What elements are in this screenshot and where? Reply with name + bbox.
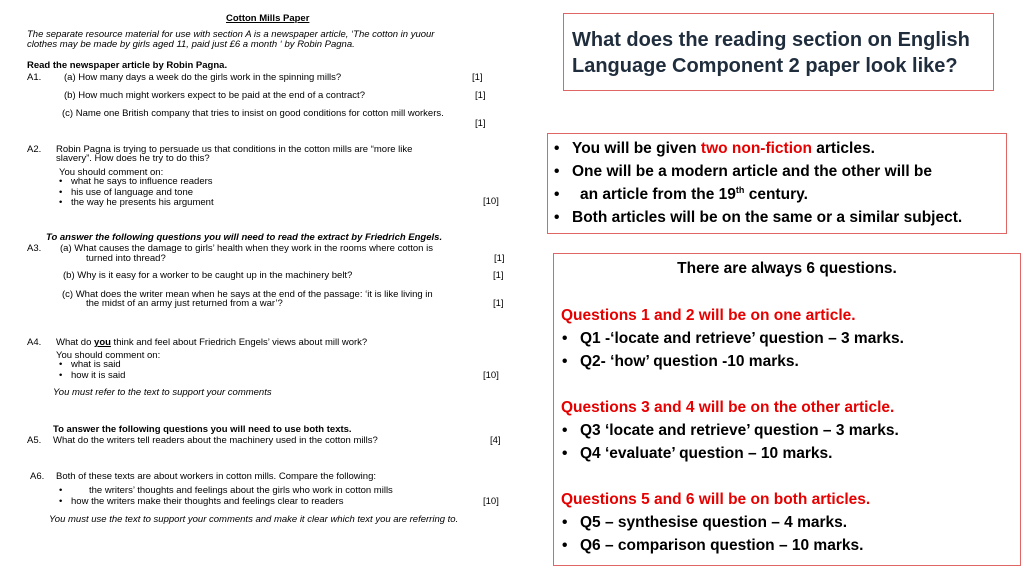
- a3a-mark: [1]: [494, 253, 505, 264]
- info-text: an article from the 19: [580, 186, 736, 203]
- a6-bullet: • the writers’ thoughts and feelings about the girls who work in cotton mills: [59, 486, 393, 497]
- a6-question: Both of these texts are about workers in cotton mills. Compare the following:: [56, 471, 376, 482]
- a3c-line1: (c) What does the writer mean when he says at the end of the passage: ‘it is like living in: [62, 289, 433, 300]
- section-q3-q4: Questions 3 and 4 will be on the other article.: [561, 399, 895, 416]
- info-item-continued: [548, 183, 962, 206]
- a3c-mark: [1]: [493, 298, 504, 309]
- a1b-question: (b) How much might workers expect to be paid at the end of a contract?: [64, 90, 365, 101]
- a1a-question: (a) How many days a week do the girls work in the spinning mills?: [64, 72, 342, 83]
- questions-intro: There are always 6 questions.: [677, 260, 897, 277]
- questions-box: [553, 253, 1021, 566]
- paper-intro-line1: The separate resource material for use with section A is a newspaper article, ‘The cotton in yuour: [27, 29, 435, 40]
- info-highlight: two non-fiction: [700, 140, 812, 157]
- a3c-line2: the midst of an army just returned from a war’?: [86, 298, 283, 309]
- a2-mark: [10]: [483, 196, 499, 207]
- a1a-mark: [1]: [472, 72, 483, 83]
- question-item: • Q4 ‘evaluate’ question – 10 marks.: [556, 442, 899, 465]
- read-article-instruction: Read the newspaper article by Robin Pagna.: [27, 60, 228, 71]
- a4-bullet: • how it is said: [59, 371, 125, 382]
- a4-label: A4.: [27, 337, 42, 348]
- a2-label: A2.: [27, 144, 42, 155]
- info-box: [547, 133, 1007, 234]
- a6-bullet: • how the writers make their thoughts and feelings clear to readers: [59, 497, 393, 508]
- a3a-line2: turned into thread?: [86, 253, 166, 264]
- q1-q2-list: [556, 327, 904, 373]
- info-text: century.: [744, 186, 808, 203]
- a3-label: A3.: [27, 243, 42, 254]
- section-q1-q2: Questions 1 and 2 will be on one article.: [561, 307, 856, 324]
- slide-heading: What does the reading section on English Language Component 2 paper look like?: [572, 29, 970, 77]
- info-text: articles.: [811, 140, 875, 157]
- both-texts-instruction: To answer the following questions you will need to use both texts.: [53, 424, 352, 435]
- q5-q6-list: [556, 511, 863, 557]
- info-superscript: th: [735, 184, 745, 195]
- a4-bullets: [59, 360, 125, 381]
- a6-bullets: [59, 486, 393, 507]
- a6-note: You must use the text to support your comments and make it clear which text you are referring to.: [49, 514, 459, 525]
- info-text: Both articles will be on the same or a similar subject.: [572, 209, 963, 226]
- a5-mark: [4]: [490, 435, 501, 446]
- question-item: • Q5 – synthesise question – 4 marks.: [556, 511, 863, 534]
- a4-note: You must refer to the text to support your comments: [53, 387, 272, 398]
- info-text: One will be a modern article and the other will be: [572, 163, 933, 180]
- a3b-question: (b) Why is it easy for a worker to be caught up in the machinery belt?: [63, 270, 353, 281]
- question-item: • Q1 -‘locate and retrieve’ question – 3 marks.: [556, 327, 904, 350]
- a2-line2: slavery”. How does he try to do this?: [56, 153, 210, 164]
- section-q5-q6: Questions 5 and 6 will be on both articles.: [561, 491, 871, 508]
- a2-bullets: [59, 177, 214, 209]
- question-item: • Q6 – comparison question – 10 marks.: [556, 534, 863, 557]
- paper-intro-line2: clothes may be made by girls aged 11, paid just £6 a month ‘ by Robin Pagna.: [27, 39, 355, 50]
- a2-bullet: • the way he presents his argument: [59, 198, 214, 209]
- a4-question: [56, 337, 367, 348]
- a4-bullet: • what is said: [59, 360, 125, 371]
- a3b-mark: [1]: [493, 270, 504, 281]
- a1c-mark: [1]: [475, 118, 486, 129]
- info-list: [548, 137, 962, 229]
- a2-line1: Robin Pagna is trying to persuade us that conditions in the cotton mills are “more like: [56, 144, 413, 155]
- a1-label: A1.: [27, 72, 42, 83]
- a4-you: you: [94, 337, 111, 348]
- a4-pre: What do: [56, 337, 95, 348]
- a2-bullet: • his use of language and tone: [59, 188, 214, 199]
- question-item: • Q2- ‘how’ question -10 marks.: [556, 350, 904, 373]
- info-item: [548, 206, 962, 229]
- a4-mark: [10]: [483, 370, 499, 381]
- a2-bullet: • what he says to influence readers: [59, 177, 214, 188]
- a6-label: A6.: [30, 471, 45, 482]
- a5-question: What do the writers tell readers about the machinery used in the cotton mills?: [53, 435, 378, 446]
- a5-label: A5.: [27, 435, 42, 446]
- engels-instruction: To answer the following questions you will need to read the extract by Friedrich Engels.: [46, 232, 443, 243]
- a3a-line1: (a) What causes the damage to girls’ health when they work in the rooms where cotton is: [60, 243, 433, 254]
- info-item: [548, 137, 962, 160]
- a6-mark: [10]: [483, 496, 499, 507]
- heading-box: [563, 13, 994, 91]
- a4-post: think and feel about Friedrich Engels’ views about mill work?: [110, 337, 368, 348]
- paper-title: Cotton Mills Paper: [226, 13, 310, 24]
- info-item: [548, 160, 962, 183]
- info-text: You will be given: [572, 140, 701, 157]
- a1b-mark: [1]: [475, 90, 486, 101]
- a1c-question: (c) Name one British company that tries to insist on good conditions for cotton mill workers.: [62, 108, 444, 119]
- question-item: • Q3 ‘locate and retrieve’ question – 3 marks.: [556, 419, 899, 442]
- a2-comment: You should comment on:: [59, 167, 164, 178]
- q3-q4-list: [556, 419, 899, 465]
- a4-comment: You should comment on:: [56, 350, 161, 361]
